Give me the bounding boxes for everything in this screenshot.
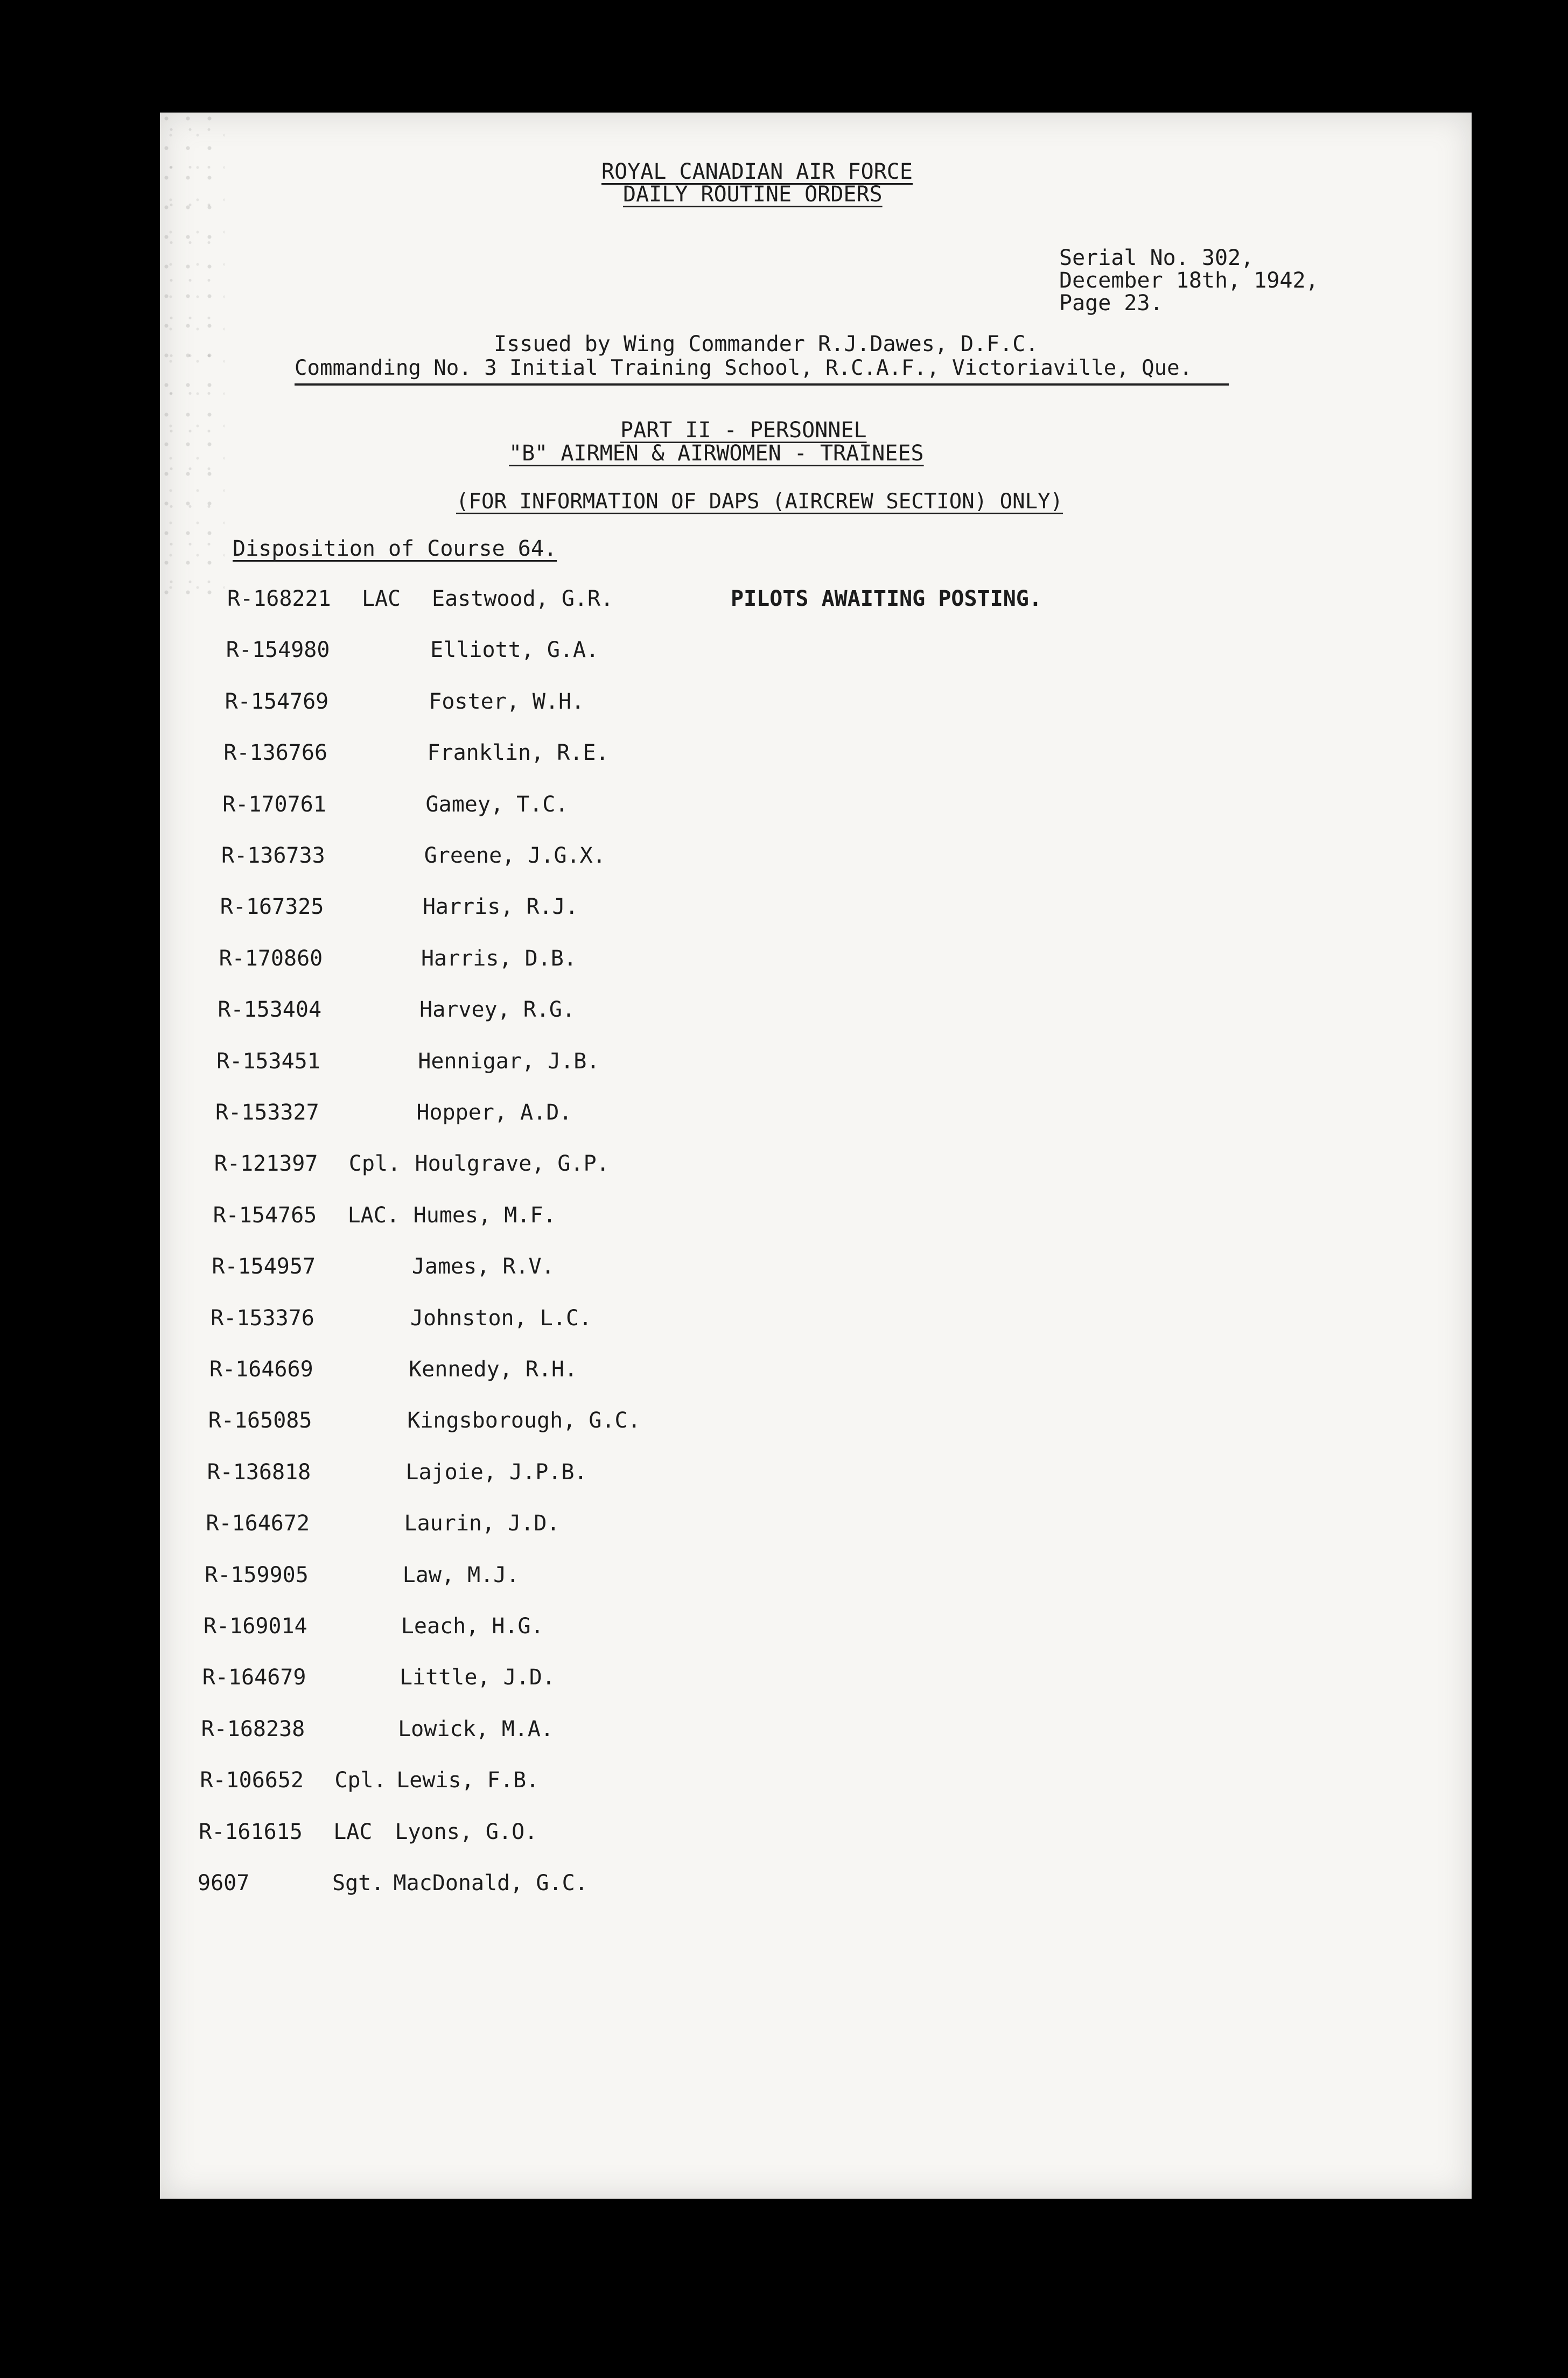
service-number: R-167325 bbox=[220, 894, 324, 920]
trainee-name: Leach, H.G. bbox=[401, 1614, 544, 1639]
service-number: 9607 bbox=[198, 1871, 250, 1896]
service-number: R-169014 bbox=[204, 1614, 307, 1639]
service-number: R-168221 bbox=[227, 586, 331, 611]
page-number: Page 23. bbox=[1059, 291, 1163, 316]
service-number: R-168238 bbox=[201, 1716, 305, 1741]
trainee-name: Hopper, A.D. bbox=[416, 1100, 572, 1125]
service-number: R-153404 bbox=[218, 997, 322, 1023]
rank: LAC bbox=[362, 586, 401, 611]
table-row bbox=[160, 1820, 1472, 1847]
service-number: R-154957 bbox=[212, 1254, 316, 1279]
trainee-name: Law, M.J. bbox=[402, 1562, 520, 1587]
service-number: R-161615 bbox=[199, 1819, 303, 1844]
table-row bbox=[160, 843, 1472, 870]
table-row bbox=[160, 1254, 1472, 1281]
table-row bbox=[160, 1203, 1472, 1230]
commanding-unit: Commanding No. 3 Initial Training School, R.C.A.F., Victoriaville, Que. bbox=[295, 356, 1193, 380]
rank: Sgt. bbox=[332, 1871, 384, 1896]
trainee-name: Humes, M.F. bbox=[413, 1202, 556, 1228]
trainee-name: Gamey, T.C. bbox=[425, 792, 569, 817]
table-row bbox=[160, 1306, 1472, 1333]
part-subtitle: "B" AIRMEN & AIRWOMEN - TRAINEES bbox=[509, 441, 924, 466]
service-number: R-154765 bbox=[213, 1202, 317, 1228]
issued-underline bbox=[295, 383, 1229, 386]
service-number: R-153451 bbox=[216, 1048, 320, 1074]
issued-by: Issued by Wing Commander R.J.Dawes, D.F.C. bbox=[494, 332, 1039, 356]
trainee-name: Lewis, F.B. bbox=[396, 1768, 540, 1793]
service-number: R-136766 bbox=[223, 740, 328, 766]
table-row bbox=[160, 946, 1472, 973]
rank: LAC. bbox=[347, 1202, 400, 1228]
service-number: R-165085 bbox=[208, 1408, 312, 1433]
trainee-name: Elliott, G.A. bbox=[430, 638, 599, 663]
service-number: R-153376 bbox=[211, 1305, 314, 1331]
table-row bbox=[160, 689, 1472, 716]
service-number: R-121397 bbox=[214, 1151, 318, 1177]
order-date: December 18th, 1942, bbox=[1059, 268, 1319, 293]
trainee-name: Harris, D.B. bbox=[421, 946, 577, 971]
part-title: PART II - PERSONNEL bbox=[620, 418, 867, 443]
trainee-name: Hennigar, J.B. bbox=[418, 1048, 600, 1074]
table-row bbox=[160, 1665, 1472, 1692]
table-row bbox=[160, 1357, 1472, 1384]
trainee-name: MacDonald, G.C. bbox=[393, 1871, 588, 1896]
trainee-name: Laurin, J.D. bbox=[404, 1511, 560, 1536]
distribution-note: (FOR INFORMATION OF DAPS (AIRCREW SECTION) ONLY) bbox=[456, 489, 1063, 514]
rank: Cpl. bbox=[348, 1151, 401, 1177]
trainee-name: Lyons, G.O. bbox=[395, 1819, 538, 1844]
trainee-name: Kennedy, R.H. bbox=[409, 1357, 578, 1382]
service-number: R-106652 bbox=[200, 1768, 304, 1793]
service-number: R-153327 bbox=[215, 1100, 319, 1125]
posting-status: PILOTS AWAITING POSTING. bbox=[731, 586, 1042, 611]
trainee-name: Johnston, L.C. bbox=[410, 1305, 592, 1331]
trainee-name: Lowick, M.A. bbox=[398, 1716, 554, 1741]
table-row bbox=[160, 1871, 1472, 1898]
trainee-name: Houlgrave, G.P. bbox=[415, 1151, 610, 1177]
table-row bbox=[160, 1049, 1472, 1076]
rank: LAC bbox=[333, 1819, 373, 1844]
trainee-name: Harris, R.J. bbox=[422, 894, 578, 920]
header-org: ROYAL CANADIAN AIR FORCE bbox=[601, 159, 913, 184]
service-number: R-136733 bbox=[221, 843, 325, 868]
trainee-name: Harvey, R.G. bbox=[419, 997, 576, 1023]
service-number: R-170761 bbox=[222, 792, 326, 817]
table-row bbox=[160, 1717, 1472, 1744]
header-title: DAILY ROUTINE ORDERS bbox=[623, 182, 883, 207]
service-number: R-136818 bbox=[207, 1459, 311, 1485]
rank: Cpl. bbox=[334, 1768, 387, 1793]
trainee-name: Kingsborough, G.C. bbox=[407, 1408, 641, 1433]
table-row bbox=[160, 638, 1472, 665]
service-number: R-170860 bbox=[219, 946, 323, 971]
section-heading: Disposition of Course 64. bbox=[233, 536, 557, 561]
service-number: R-159905 bbox=[205, 1562, 309, 1587]
table-row bbox=[160, 1408, 1472, 1435]
table-row bbox=[160, 740, 1472, 767]
table-row bbox=[160, 1614, 1472, 1641]
table-row bbox=[160, 1511, 1472, 1538]
table-row bbox=[160, 792, 1472, 819]
table-row bbox=[160, 1151, 1472, 1178]
document-page bbox=[160, 113, 1472, 2199]
serial-number: Serial No. 302, bbox=[1059, 246, 1254, 270]
trainee-name: Eastwood, G.R. bbox=[432, 586, 614, 611]
trainee-name: Franklin, R.E. bbox=[427, 740, 609, 766]
trainee-name: Foster, W.H. bbox=[429, 689, 585, 714]
page-edge-noise bbox=[160, 113, 225, 597]
service-number: R-154980 bbox=[226, 638, 330, 663]
table-row bbox=[160, 1100, 1472, 1127]
table-row bbox=[160, 586, 1472, 613]
table-row bbox=[160, 997, 1472, 1024]
trainee-name: Greene, J.G.X. bbox=[424, 843, 606, 868]
trainee-name: James, R.V. bbox=[411, 1254, 555, 1279]
service-number: R-164679 bbox=[202, 1665, 306, 1690]
trainee-name: Little, J.D. bbox=[399, 1665, 555, 1690]
table-row bbox=[160, 1768, 1472, 1795]
table-row bbox=[160, 1563, 1472, 1590]
service-number: R-164669 bbox=[209, 1357, 313, 1382]
service-number: R-164672 bbox=[206, 1511, 310, 1536]
table-row bbox=[160, 894, 1472, 921]
service-number: R-154769 bbox=[225, 689, 329, 714]
trainee-name: Lajoie, J.P.B. bbox=[405, 1459, 587, 1485]
table-row bbox=[160, 1460, 1472, 1487]
